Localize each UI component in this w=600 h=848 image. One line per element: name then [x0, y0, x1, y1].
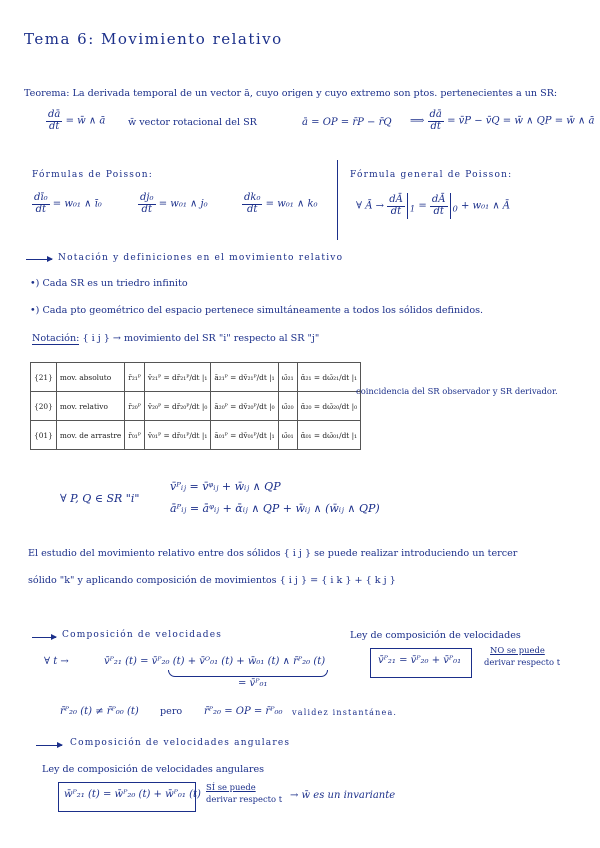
table-side-note: coincidencia del SR observador y SR derivador.	[356, 386, 558, 396]
angular-note-2: derivar respecto t	[206, 794, 283, 804]
table-cell-w: ω̄₀₁	[278, 421, 297, 450]
validez-text: validez instantánea.	[292, 708, 398, 717]
pero-text: pero	[160, 706, 183, 717]
general-poisson-heading: Fórmula general de Poisson:	[350, 170, 513, 180]
table-cell-a: ā₂₁ᴾ = dv̄₂₁ᴾ/dt |₁	[211, 363, 278, 392]
table-cell-id: {01}	[31, 421, 57, 450]
page-title: Tema 6: Movimiento relativo	[24, 30, 283, 48]
poisson-k-num: dk₀	[244, 192, 261, 203]
sub-1: 1	[409, 203, 416, 214]
table-cell-alpha: ᾱ₀₁ = dω̄₀₁/dt |₁	[297, 421, 360, 450]
table-cell-r: r̄₂₀ᴾ	[125, 392, 145, 421]
eq4-rhs: = v̄P − v̄Q = w̄ ∧ QP = w̄ ∧ ā	[447, 115, 595, 127]
general-poisson-formula: ∀ Ā → $\frac{dĀ}{dt}$ $_1$ = $\frac{dĀ}{dt}$ $_0$ + w₀₁ ∧ Ā	[356, 193, 510, 219]
velocities-note-1: NO se puede	[490, 645, 545, 655]
general-rhs: + w₀₁ ∧ Ā	[461, 200, 511, 212]
list-item: •) Cada pto geométrico del espacio pertenece simultáneamente a todos los sólidos definidos.	[30, 305, 484, 316]
table-cell-v: v̄₀₁ᴾ = dr̄₀₁ᴾ/dt |₁	[144, 421, 210, 450]
angular-note-1: SÍ se puede	[206, 782, 256, 792]
notation-label: Notación:	[32, 333, 80, 344]
table-cell-name: mov. relativo	[56, 392, 124, 421]
study-line-2: sólido "k" y aplicando composición de movimientos { i j } = { i k } + { k j }	[28, 575, 396, 586]
table-cell-r: r̄₀₁ᴾ	[125, 421, 145, 450]
eq1-rhs: = w̄ ∧ ā	[65, 115, 106, 127]
poisson-i-rhs: = w₀₁ ∧ ī₀	[52, 198, 102, 210]
velocities-law-heading: Ley de composición de velocidades	[350, 630, 521, 641]
table-cell-alpha: ᾱ₂₀ = dω̄₂₀/dt |₀	[297, 392, 360, 421]
section-divider	[337, 160, 338, 240]
table-cell-name: mov. absoluto	[56, 363, 124, 392]
angular-law-heading: Ley de composición de velocidades angulares	[42, 764, 265, 775]
rigid-lhs: ∀ P, Q ∈ SR "i"	[60, 492, 140, 505]
table-cell-r: r̄₂₁ᴾ	[125, 363, 145, 392]
theorem-equation-1	[46, 110, 105, 132]
table-cell-w: ω̄₂₁	[278, 363, 297, 392]
eq4-denominator: dt	[430, 120, 441, 132]
table-cell-id: {21}	[31, 363, 57, 392]
general-lhs: ∀ Ā →	[356, 200, 384, 212]
velocities-law-equation: v̄ᴾ₂₁ = v̄ᴾ₂₀ + v̄ᴾ₀₁	[378, 655, 462, 666]
rigid-velocity-eq: v̄ᴾᵢⱼ = v̄ᵠᵢⱼ + w̄ᵢⱼ ∧ QP	[170, 480, 281, 493]
notation-text: { i j } → movimiento del SR "i" respecto al SR "j"	[82, 333, 320, 344]
poisson-heading: Fórmulas de Poisson:	[32, 170, 153, 180]
poisson-formula-k	[242, 193, 318, 215]
poisson-i-den: dt	[35, 203, 47, 215]
general-den-0: dt	[433, 205, 444, 217]
poisson-j-den: dt	[141, 203, 152, 215]
velocities-forall: ∀ t →	[44, 656, 69, 667]
velocities-heading: Composición de velocidades	[62, 630, 223, 640]
eval-bar	[407, 193, 408, 219]
table-cell-id: {20}	[31, 392, 57, 421]
notation-item-2: Cada pto geométrico del espacio pertenece simultáneamente a todos los sólidos definidos.	[42, 305, 484, 316]
study-line-1: El estudio del movimiento relativo entre dos sólidos { i j } se puede realizar introduciendo un tercer	[28, 548, 518, 559]
theorem-equation-3: ā = OP = r̄P − r̄Q	[302, 117, 392, 128]
velocities-note-2: derivar respecto t	[484, 657, 561, 667]
eval-bar	[450, 193, 451, 219]
poisson-formula-i	[32, 193, 102, 215]
poisson-j-rhs: = w₀₁ ∧ j₀	[158, 198, 208, 210]
table-cell-w: ω̄₂₀	[278, 392, 297, 421]
general-den-1: dt	[390, 205, 402, 217]
notation-line	[32, 333, 319, 344]
poisson-k-den: dt	[247, 203, 258, 215]
table-cell-alpha: ᾱ₂₁ = dω̄₂₁/dt |₁	[297, 363, 360, 392]
angular-heading: Composición de velocidades angulares	[70, 738, 291, 748]
velocities-equation: v̄ᴾ₂₁ (t) = v̄ᴾ₂₀ (t) + v̄ᴼ₀₁ (t) + w̄₀₁ (t) ∧ r̄ᴾ₂₀ (t)	[104, 656, 326, 667]
instant-equality: r̄ᴾ₂₀ = OP = r̄ᴾ₀₀	[204, 706, 283, 717]
eq1-denominator: dt	[48, 120, 60, 132]
poisson-j-num: dj₀	[140, 192, 154, 203]
list-item: •) Cada SR es un triedro infinito	[30, 278, 188, 289]
poisson-i-num: dī₀	[34, 192, 48, 203]
table-cell-a: ā₂₀ᴾ = dv̄₂₀ᴾ/dt |₀	[211, 392, 278, 421]
theorem-equation-2: w̄ vector rotacional del SR	[128, 117, 257, 128]
underbrace	[168, 670, 328, 677]
arrow-icon	[36, 745, 62, 746]
theorem-equation-4	[410, 110, 594, 132]
table-row	[31, 421, 361, 450]
sub-0: 0	[452, 203, 458, 214]
theorem-block	[24, 88, 557, 99]
general-num-0: dĀ	[431, 194, 446, 205]
poisson-formula-j	[138, 193, 208, 215]
table-row	[31, 363, 361, 392]
angular-conclusion: → w̄ es un invariante	[290, 790, 396, 801]
motion-table	[30, 362, 361, 450]
underbrace-label: = v̄ᴾ₀₁	[238, 678, 268, 689]
implies-arrow: ⟹	[410, 115, 425, 127]
arrow-icon	[26, 259, 52, 260]
eq1-numerator: dā	[48, 109, 61, 120]
table-cell-v: v̄₂₀ᴾ = dr̄₂₀ᴾ/dt |₀	[144, 392, 210, 421]
theorem-text: La derivada temporal de un vector ā, cuyo origen y cuyo extremo son ptos. pertenecientes a un SR:	[72, 88, 558, 99]
eq4-numerator: dā	[429, 109, 442, 120]
table-row	[31, 392, 361, 421]
angular-law-equation: w̄ᴾ₂₁ (t) = w̄ᴾ₂₀ (t) + w̄ᴾ₀₁ (t)	[64, 789, 201, 800]
position-inequality: r̄ᴾ₂₀ (t) ≠ r̄ᴾ₀₀ (t)	[60, 706, 139, 717]
rigid-acceleration-eq: āᴾᵢⱼ = āᵠᵢⱼ + ᾱᵢⱼ ∧ QP + w̄ᵢⱼ ∧ (w̄ᵢⱼ ∧ QP)	[170, 502, 380, 515]
table-cell-name: mov. de arrastre	[56, 421, 124, 450]
general-num-1: dĀ	[389, 194, 403, 205]
notation-item-1: Cada SR es un triedro infinito	[42, 278, 188, 289]
table-cell-v: v̄₂₁ᴾ = dr̄₂₁ᴾ/dt |₁	[144, 363, 210, 392]
poisson-k-rhs: = w₀₁ ∧ k₀	[265, 198, 318, 210]
table-cell-a: ā₀₁ᴾ = dv̄₀₁ᴾ/dt |₁	[211, 421, 278, 450]
notation-heading: Notación y definiciones en el movimiento relativo	[58, 253, 344, 263]
theorem-label: Teorema:	[24, 88, 70, 99]
arrow-icon	[32, 637, 56, 638]
